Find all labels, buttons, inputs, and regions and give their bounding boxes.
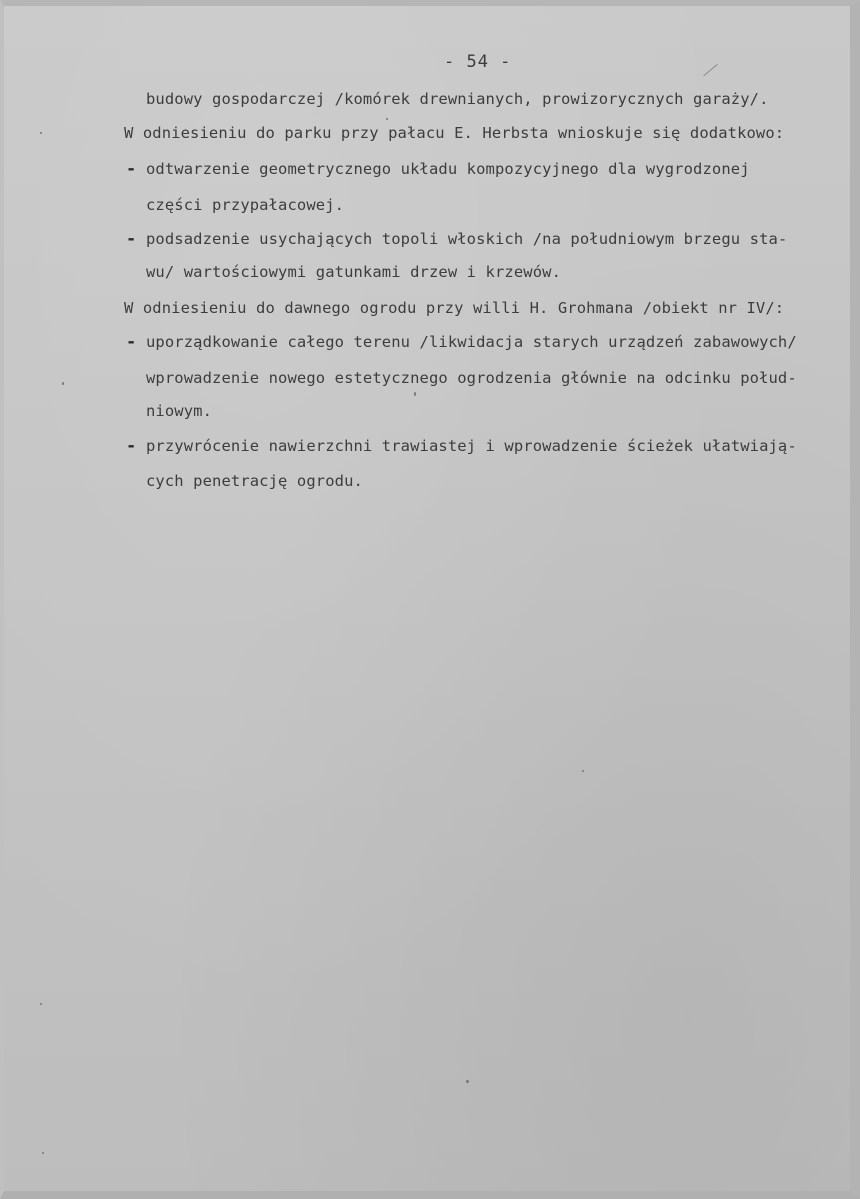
text-line-12: cych penetrację ogrodu. [146,472,363,490]
text-line-7: W odniesieniu do dawnego ogrodu przy willi H. Grohmana /obiekt nr IV/: [124,299,785,317]
text-line-2: W odniesieniu do parku przy pałacu E. Herbsta wnioskuje się dodatkowo: [124,124,785,142]
paper-speck [386,118,388,120]
paper-speck [582,770,584,772]
bullet-dash-2: - [126,229,137,249]
text-line-10: niowym. [146,402,213,420]
text-line-6: wu/ wartościowymi gatunkami drzew i krzewów. [146,263,561,281]
text-line-11: przywrócenie nawierzchni trawiastej i wprowadzenie ścieżek ułatwiają- [146,437,797,455]
paper-speck [42,1152,44,1154]
bullet-dash-1: - [126,159,137,179]
text-line-4: części przypałacowej. [146,196,345,214]
text-line-8: uporządkowanie całego terenu /likwidacja starych urządzeń zabawowych/ [146,333,797,351]
bullet-dash-4: - [126,436,137,456]
text-line-5: podsadzenie usychających topoli włoskich /na południowym brzegu sta- [146,230,788,248]
paper-speck [62,382,64,385]
text-line-3: odtwarzenie geometrycznego układu kompozycyjnego dla wygrodzonej [146,160,750,178]
text-line-9: wprowadzenie nowego estetycznego ogrodzenia głównie na odcinku połud- [146,369,797,387]
paper-speck [414,392,416,396]
paper-speck [40,132,42,134]
bullet-dash-3: - [126,332,137,352]
pencil-mark [703,64,726,87]
paper-speck [40,1003,42,1005]
text-line-1: budowy gospodarczej /komórek drewnianych, prowizorycznych garaży/. [146,90,769,108]
paper-speck [466,1080,469,1083]
page-number: - 54 - [444,52,512,72]
